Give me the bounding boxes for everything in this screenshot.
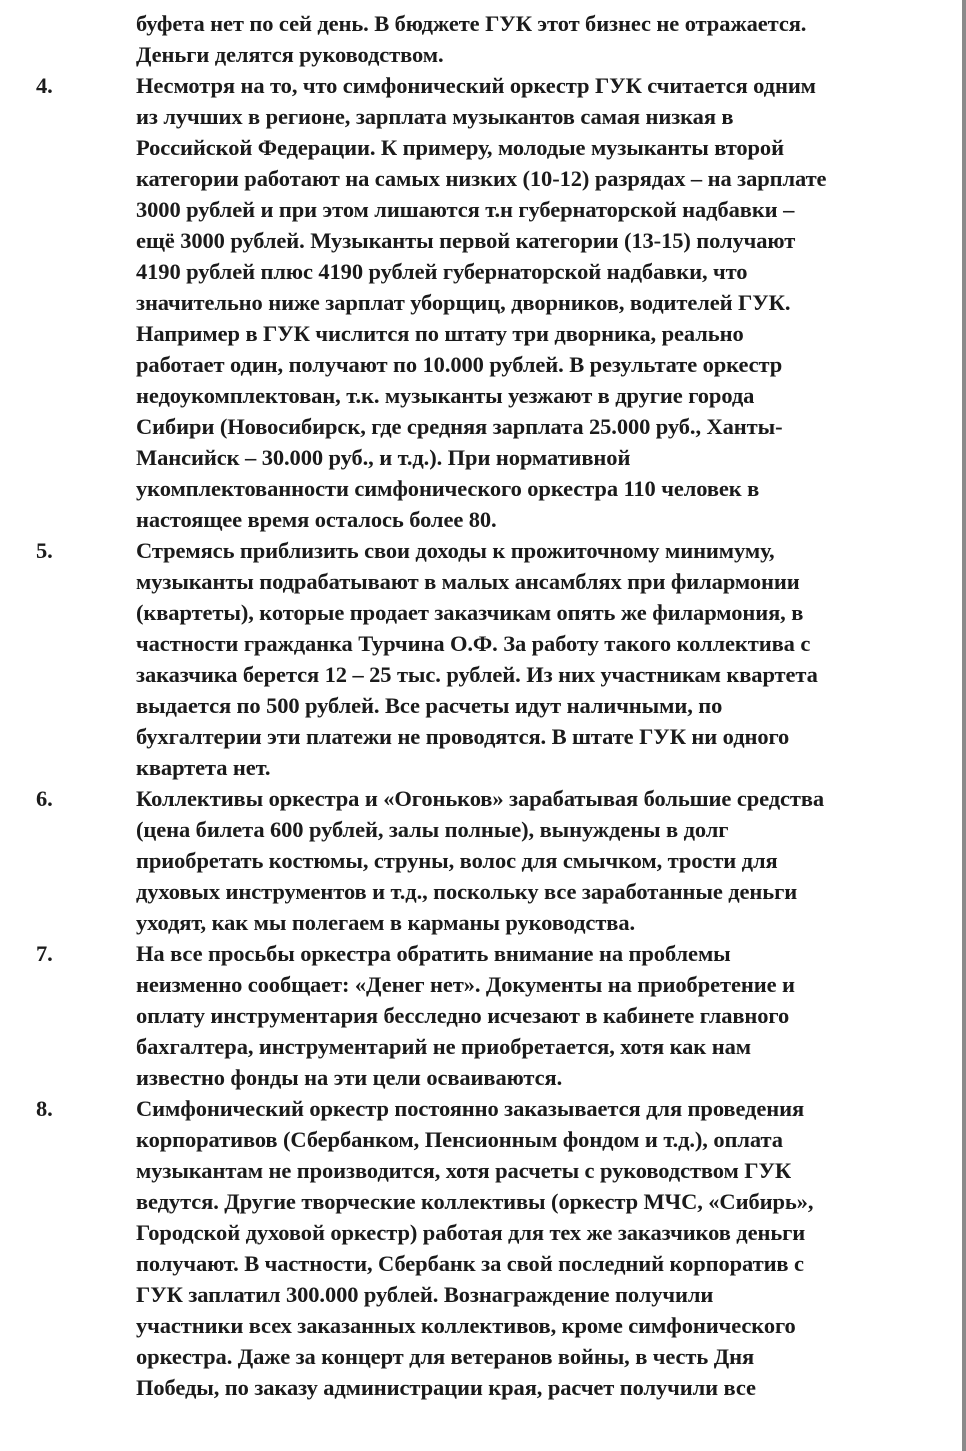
item-body xyxy=(136,8,936,70)
item-body xyxy=(136,70,936,535)
text-line: недоукомплектован, т.к. музыканты уезжают в другие города xyxy=(136,383,755,408)
list-item xyxy=(36,535,936,783)
text-line: духовых инструментов и т.д., поскольку все заработанные деньги xyxy=(136,879,798,904)
item-body xyxy=(136,1093,936,1403)
text-line: На все просьбы оркестра обратить внимание на проблемы xyxy=(136,941,731,966)
item-number: 6. xyxy=(36,786,53,811)
text-line: бахгалтера, инструментарий не приобретается, хотя как нам xyxy=(136,1034,751,1059)
text-line: корпоративов (Сбербанком, Пенсионным фондом и т.д.), оплата xyxy=(136,1127,783,1152)
text-line: работает один, получают по 10.000 рублей. В результате оркестр xyxy=(136,352,783,377)
text-line: Несмотря на то, что симфонический оркестр ГУК считается одним xyxy=(136,73,816,98)
text-line: ещё 3000 рублей. Музыканты первой категории (13-15) получают xyxy=(136,228,796,253)
text-line: заказчика берется 12 – 25 тыс. рублей. Из них участникам квартета xyxy=(136,662,818,687)
text-line: значительно ниже зарплат уборщиц, дворников, водителей ГУК. xyxy=(136,290,791,315)
item-number: 5. xyxy=(36,538,53,563)
text-line: музыкантам не производится, хотя расчеты с руководством ГУК xyxy=(136,1158,792,1183)
text-line: из лучших в регионе, зарплата музыкантов самая низкая в xyxy=(136,104,734,129)
text-line: ГУК заплатил 300.000 рублей. Вознаграждение получили xyxy=(136,1282,714,1307)
text-line: оркестра. Даже за концерт для ветеранов войны, в честь Дня xyxy=(136,1344,755,1369)
list-item xyxy=(36,938,936,1093)
text-line: частности гражданка Турчина О.Ф. За работу такого коллектива с xyxy=(136,631,811,656)
text-line: Мансийск – 30.000 руб., и т.д.). При нормативной xyxy=(136,445,631,470)
text-line: Российской Федерации. К примеру, молодые музыканты второй xyxy=(136,135,784,160)
text-line: укомплектованности симфонического оркестра 110 человек в xyxy=(136,476,760,501)
text-line: настоящее время осталось более 80. xyxy=(136,507,497,532)
text-line: Городской духовой оркестр) работая для тех же заказчиков деньги xyxy=(136,1220,806,1245)
text-line: получают. В частности, Сбербанк за свой последний корпоратив с xyxy=(136,1251,804,1276)
text-line: уходят, как мы полегаем в карманы руководства. xyxy=(136,910,635,935)
item-body xyxy=(136,938,936,1093)
text-line: Симфонический оркестр постоянно заказывается для проведения xyxy=(136,1096,805,1121)
text-line: категории работают на самых низких (10-12) разрядах – на зарплате xyxy=(136,166,827,191)
list-item xyxy=(36,1093,936,1403)
item-body xyxy=(136,783,936,938)
text-line: бухгалтерии эти платежи не проводятся. В штате ГУК ни одного xyxy=(136,724,790,749)
text-line: 4190 рублей плюс 4190 рублей губернаторской надбавки, что xyxy=(136,259,748,284)
text-line: (квартеты), которые продает заказчикам опять же филармония, в xyxy=(136,600,804,625)
document-text xyxy=(36,8,936,1403)
list-item xyxy=(36,70,936,535)
text-line: известно фонды на эти цели осваиваются. xyxy=(136,1065,563,1090)
text-line: приобретать костюмы, струны, волос для смычком, трости для xyxy=(136,848,778,873)
text-line: ведутся. Другие творческие коллективы (оркестр МЧС, «Сибирь», xyxy=(136,1189,814,1214)
list-item xyxy=(36,783,936,938)
text-line: неизменно сообщает: «Денег нет». Документы на приобретение и xyxy=(136,972,795,997)
text-line: музыканты подрабатывают в малых ансамблях при филармонии xyxy=(136,569,800,594)
text-line: Стремясь приблизить свои доходы к прожиточному минимуму, xyxy=(136,538,775,563)
text-line: буфета нет по сей день. В бюджете ГУК этот бизнес не отражается. xyxy=(136,11,807,36)
list-item xyxy=(36,8,936,70)
item-body xyxy=(136,535,936,783)
text-line: участники всех заказанных коллективов, кроме симфонического xyxy=(136,1313,796,1338)
text-line: квартета нет. xyxy=(136,755,271,780)
text-line: Победы, по заказу администрации края, расчет получили все xyxy=(136,1375,756,1400)
text-line: оплату инструментария бесследно исчезают в кабинете главного xyxy=(136,1003,790,1028)
text-line: Деньги делятся руководством. xyxy=(136,42,444,67)
item-number: 7. xyxy=(36,941,53,966)
text-line: Например в ГУК числится по штату три дворника, реально xyxy=(136,321,744,346)
item-number xyxy=(36,8,136,70)
scan-edge xyxy=(962,0,966,1451)
text-line: Коллективы оркестра и «Огоньков» зарабатывая большие средства xyxy=(136,786,825,811)
text-line: Сибири (Новосибирск, где средняя зарплата 25.000 руб., Ханты- xyxy=(136,414,783,439)
text-line: выдается по 500 рублей. Все расчеты идут наличными, по xyxy=(136,693,723,718)
item-number: 4. xyxy=(36,73,53,98)
text-line: 3000 рублей и при этом лишаются т.н губернаторской надбавки – xyxy=(136,197,795,222)
text-line: (цена билета 600 рублей, залы полные), вынуждены в долг xyxy=(136,817,729,842)
item-number: 8. xyxy=(36,1096,53,1121)
